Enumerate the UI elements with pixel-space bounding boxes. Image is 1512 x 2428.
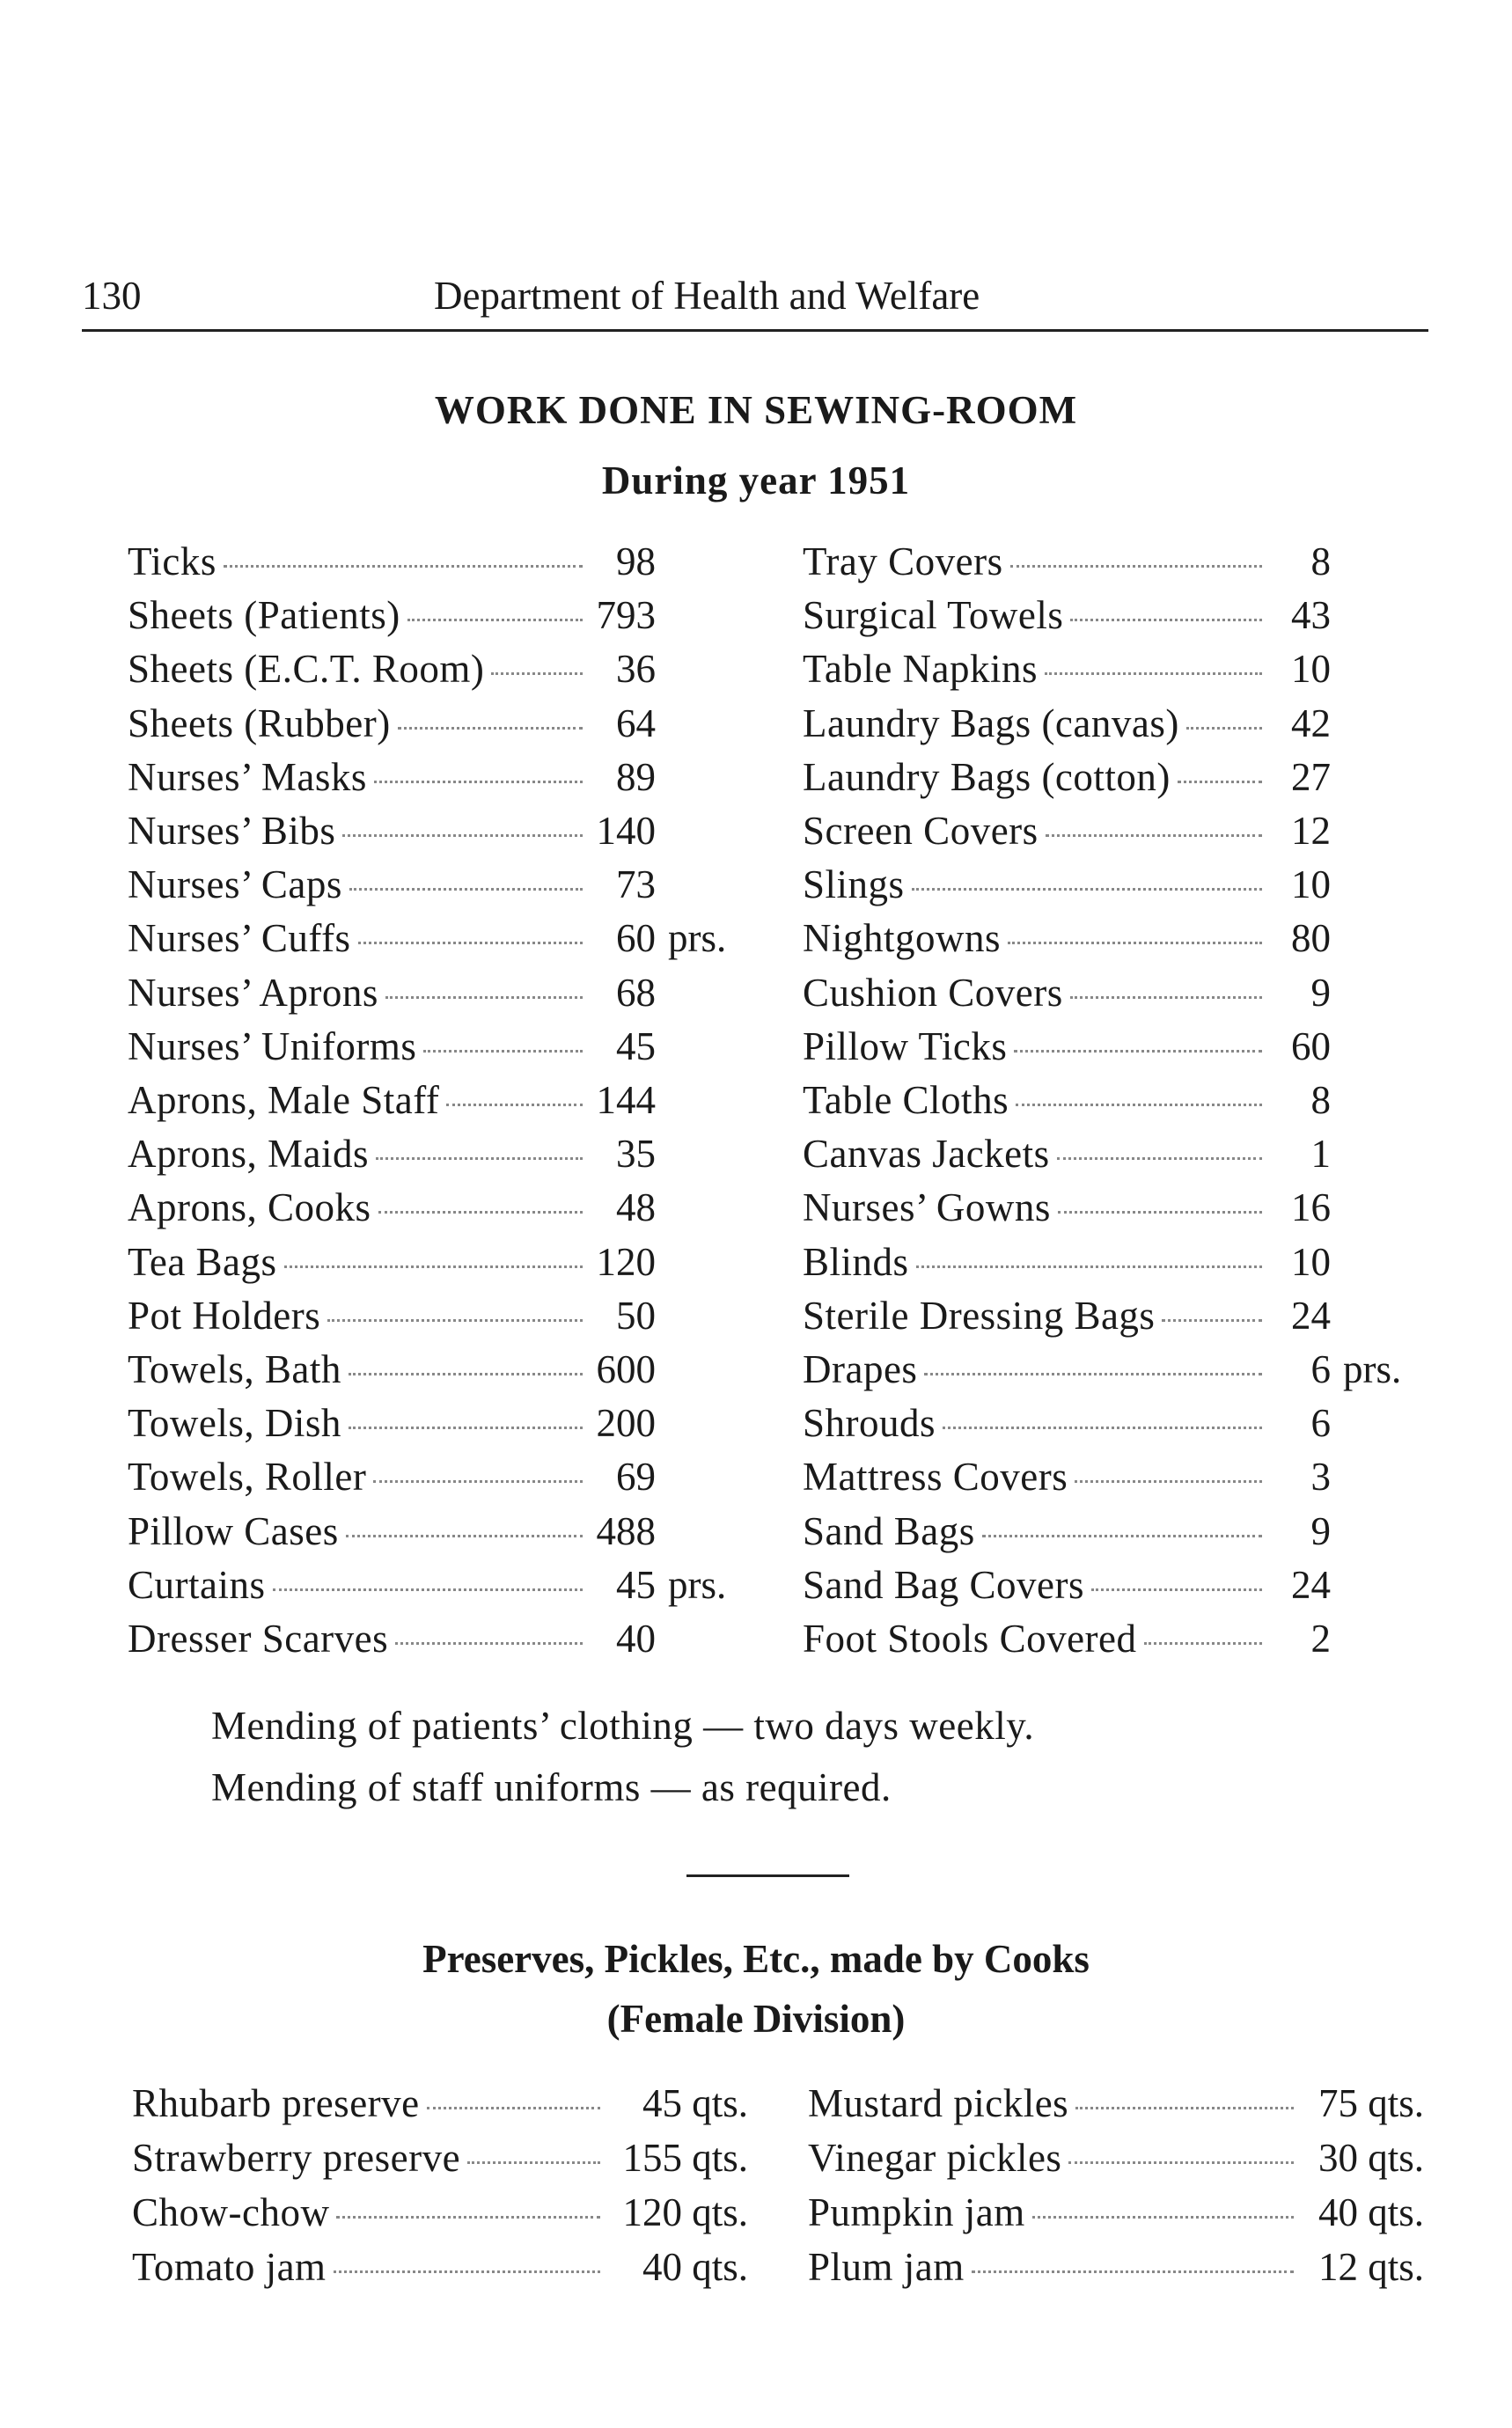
dot-leader [224,565,583,568]
dot-leader [1014,1050,1262,1053]
item-quantity: 40 qts. [642,2245,748,2289]
section-subtitle: During year 1951 [601,458,911,502]
dot-leader [943,1427,1262,1429]
dot-leader [1186,727,1262,730]
list-item [132,2190,748,2242]
item-label: Tea Bags [128,1239,277,1284]
item-quantity: 120 qts. [622,2190,748,2234]
item-quantity: 140 [596,809,656,853]
item-quantity: 24 [1291,1562,1331,1607]
item-label: Strawberry preserve [132,2136,461,2180]
item-label: Pot Holders [128,1293,321,1338]
page-number: 130 [82,274,142,318]
list-item [128,1616,656,1669]
list-item [808,2190,1424,2242]
dot-leader [336,2216,600,2219]
list-item [808,2244,1424,2297]
item-quantity: 6 [1310,1401,1331,1446]
item-label: Sheets (E.C.T. Room) [128,647,485,692]
dot-leader [1058,1211,1262,1214]
dot-leader [491,672,583,675]
list-item [128,915,727,968]
dot-leader [1178,781,1262,783]
item-label: Tray Covers [803,539,1003,583]
list-item [128,1239,656,1292]
list-item [803,970,1331,1023]
item-label: Nurses’ Masks [128,754,367,799]
item-label: Rhubarb preserve [132,2081,420,2125]
dot-leader [1008,942,1262,944]
dot-leader [373,1480,583,1483]
item-quantity: 8 [1310,1078,1331,1122]
item-label: Towels, Dish [128,1401,341,1446]
item-label: Slings [803,862,905,907]
list-item [132,2080,748,2133]
list-item [803,1293,1331,1346]
item-quantity: 48 [616,1185,656,1230]
preserves-title: Preserves, Pickles, Etc., made by Cooks [422,1937,1090,1981]
dot-leader [1068,2161,1294,2164]
dot-leader [407,619,583,621]
item-quantity: 488 [596,1508,656,1553]
item-quantity: 69 [616,1455,656,1500]
list-item [803,1616,1331,1669]
item-label: Table Cloths [803,1078,1009,1122]
item-quantity: 10 [1291,647,1331,692]
item-unit: prs. [668,1562,727,1607]
dot-leader [1070,996,1262,999]
item-label: Laundry Bags (canvas) [803,701,1179,745]
list-item [128,1346,656,1399]
item-quantity: 10 [1291,862,1331,907]
dot-leader [423,1050,583,1053]
item-quantity: 155 qts. [622,2136,748,2180]
item-label: Nightgowns [803,916,1002,961]
item-quantity: 16 [1291,1185,1331,1230]
item-label: Mustard pickles [808,2081,1069,2125]
item-quantity: 144 [596,1078,656,1122]
item-quantity: 35 [616,1132,656,1177]
dot-leader [1144,1642,1262,1645]
item-quantity: 6 [1310,1347,1331,1391]
list-item [808,2080,1424,2133]
list-item [128,1023,656,1076]
dot-leader [982,1535,1262,1537]
list-item [128,1508,656,1561]
item-quantity: 200 [596,1401,656,1446]
item-label: Shrouds [803,1401,936,1446]
dot-leader [467,2161,600,2164]
item-label: Nurses’ Uniforms [128,1023,417,1068]
list-item [128,862,656,914]
item-quantity: 10 [1291,1239,1331,1284]
item-quantity: 9 [1310,1508,1331,1553]
item-quantity: 73 [616,862,656,907]
list-item [128,1562,727,1615]
item-quantity: 40 [616,1617,656,1661]
note-staff-uniforms: Mending of staff uniforms — as required. [211,1765,892,1809]
item-label: Foot Stools Covered [803,1617,1137,1661]
dot-leader [376,1157,583,1160]
item-label: Blinds [803,1239,909,1284]
item-quantity: 45 [616,1562,656,1607]
list-item [132,2135,748,2188]
item-label: Nurses’ Gowns [803,1185,1051,1230]
item-quantity: 45 [616,1023,656,1068]
item-label: Sand Bags [803,1508,975,1553]
list-item [803,754,1331,807]
page-header [82,264,1428,334]
list-item [803,1023,1331,1076]
list-item [803,1077,1331,1130]
dot-leader [349,888,583,891]
item-quantity: 27 [1291,754,1331,799]
item-quantity: 98 [616,539,656,583]
item-quantity: 36 [616,647,656,692]
dot-leader [916,1265,1262,1268]
item-label: Table Napkins [803,647,1039,692]
dot-leader [398,727,583,730]
item-quantity: 60 [616,916,656,961]
list-item [803,1508,1331,1561]
dot-leader [446,1104,583,1106]
list-item [803,701,1331,753]
list-item [808,2135,1424,2188]
list-item [132,2244,748,2297]
item-label: Tomato jam [132,2245,327,2289]
list-item [803,1562,1331,1615]
item-quantity: 12 [1291,809,1331,853]
item-quantity: 43 [1291,593,1331,638]
list-item [803,1400,1331,1453]
list-item [803,592,1331,645]
dot-leader [1010,565,1262,568]
item-quantity: 89 [616,754,656,799]
header-rule [82,329,1428,332]
dot-leader [912,888,1262,891]
item-label: Chow-chow [132,2190,330,2234]
item-quantity: 45 qts. [642,2081,748,2125]
dot-leader [1075,2107,1294,2109]
dot-leader [972,2270,1294,2273]
dot-leader [1070,619,1262,621]
list-item [803,1239,1331,1292]
list-item [128,701,656,753]
dot-leader [1016,1104,1262,1106]
list-item [128,754,656,807]
dot-leader [1032,2216,1294,2219]
item-quantity: 24 [1291,1293,1331,1338]
dot-leader [1075,1480,1262,1483]
sewing-list-right [803,539,1402,1683]
list-item [803,646,1331,699]
list-item [128,1185,656,1237]
item-quantity: 60 [1291,1023,1331,1068]
item-label: Sheets (Patients) [128,593,400,638]
dot-leader [284,1265,583,1268]
list-item [803,1131,1331,1184]
sewing-list-left [128,539,727,1683]
dot-leader [1162,1319,1262,1322]
item-label: Towels, Bath [128,1347,341,1391]
item-label: Cushion Covers [803,970,1063,1015]
item-unit: prs. [1343,1347,1402,1391]
section-title: WORK DONE IN SEWING-ROOM [434,388,1078,432]
dot-leader [273,1588,584,1591]
item-label: Nurses’ Cuffs [128,916,351,961]
dot-leader [385,996,583,999]
list-item [128,1400,656,1453]
item-quantity: 9 [1310,970,1331,1015]
list-item [128,1293,656,1346]
item-label: Screen Covers [803,809,1039,853]
item-label: Laundry Bags (cotton) [803,754,1171,799]
item-quantity: 120 [596,1239,656,1284]
item-quantity: 42 [1291,701,1331,745]
dot-leader [1057,1157,1262,1160]
item-label: Dresser Scarves [128,1617,389,1661]
dot-leader [374,781,583,783]
item-label: Nurses’ Aprons [128,970,378,1015]
item-unit: prs. [668,916,727,961]
item-label: Surgical Towels [803,593,1064,638]
item-label: Mattress Covers [803,1455,1068,1500]
note-patients-clothing: Mending of patients’ clothing — two days weekly. [211,1704,1035,1748]
item-label: Aprons, Maids [128,1132,369,1177]
dot-leader [378,1211,583,1214]
list-item [128,539,656,591]
list-item [803,808,1331,861]
dot-leader [334,2270,600,2273]
list-item [128,646,656,699]
item-label: Pumpkin jam [808,2190,1025,2234]
section-divider [686,1874,849,1877]
item-label: Aprons, Male Staff [128,1078,440,1122]
item-quantity: 80 [1291,916,1331,961]
dot-leader [358,942,583,944]
list-item [128,808,656,861]
item-quantity: 8 [1310,539,1331,583]
dot-leader [1046,834,1262,837]
dot-leader [1091,1588,1262,1591]
list-item [803,539,1331,591]
item-quantity: 600 [596,1347,656,1391]
running-head: Department of Health and Welfare [434,274,980,318]
list-item [803,1185,1331,1237]
item-quantity: 1 [1310,1132,1331,1177]
item-label: Aprons, Cooks [128,1185,371,1230]
list-item [803,1346,1402,1399]
preserves-list-right [808,2080,1424,2309]
list-item [128,1131,656,1184]
list-item [128,970,656,1023]
list-item [128,1077,656,1130]
item-label: Sand Bag Covers [803,1562,1084,1607]
dot-leader [349,1373,583,1375]
item-quantity: 12 qts. [1317,2245,1424,2289]
list-item [128,1454,656,1507]
item-label: Towels, Roller [128,1455,367,1500]
item-label: Drapes [803,1347,918,1391]
item-label: Plum jam [808,2245,965,2289]
item-label: Sterile Dressing Bags [803,1293,1156,1338]
list-item [803,862,1331,914]
item-quantity: 64 [616,701,656,745]
item-label: Sheets (Rubber) [128,701,391,745]
dot-leader [427,2107,600,2109]
preserves-subtitle: (Female Division) [606,1997,906,2041]
item-label: Vinegar pickles [808,2136,1062,2180]
dot-leader [342,834,583,837]
dot-leader [1045,672,1262,675]
item-label: Nurses’ Bibs [128,809,336,853]
dot-leader [924,1373,1262,1375]
item-label: Ticks [128,539,217,583]
item-label: Pillow Ticks [803,1023,1008,1068]
item-quantity: 40 qts. [1317,2190,1424,2234]
item-label: Curtains [128,1562,266,1607]
item-quantity: 68 [616,970,656,1015]
item-quantity: 793 [596,593,656,638]
list-item [128,592,656,645]
item-quantity: 3 [1310,1455,1331,1500]
item-label: Nurses’ Caps [128,862,342,907]
item-label: Pillow Cases [128,1508,339,1553]
dot-leader [327,1319,583,1322]
item-quantity: 75 qts. [1317,2081,1424,2125]
item-quantity: 50 [616,1293,656,1338]
preserves-list-left [132,2080,748,2309]
dot-leader [395,1642,583,1645]
dot-leader [349,1427,583,1429]
list-item [803,1454,1331,1507]
dot-leader [346,1535,583,1537]
list-item [803,915,1331,968]
item-quantity: 2 [1310,1617,1331,1661]
item-label: Canvas Jackets [803,1132,1050,1177]
item-quantity: 30 qts. [1317,2136,1424,2180]
